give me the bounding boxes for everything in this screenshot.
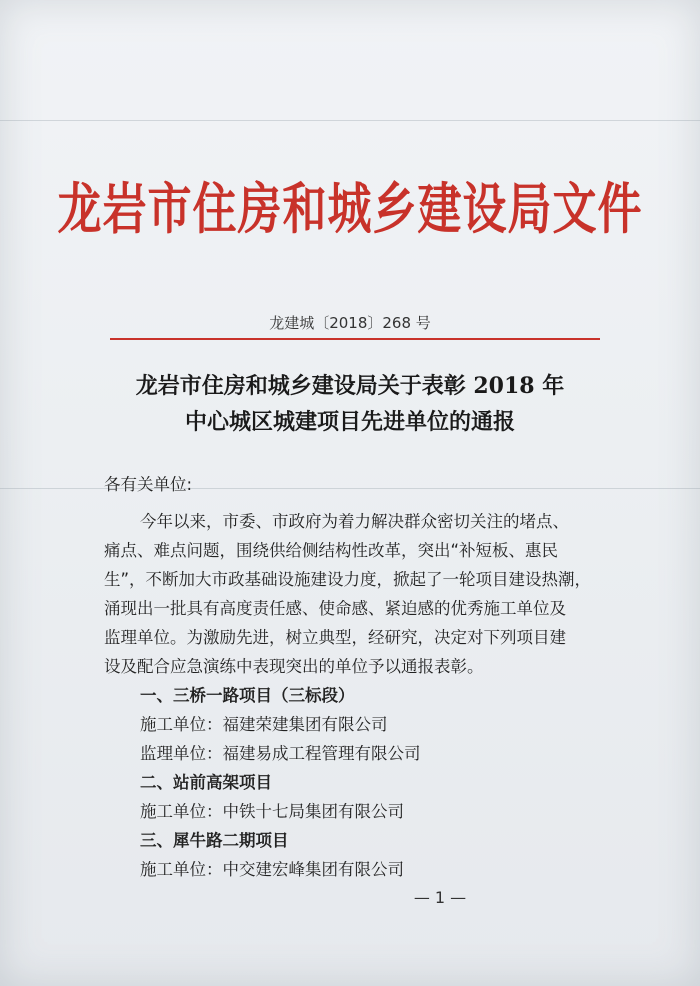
paragraph-line: 今年以来，市委、市政府为着力解决群众密切关注的堵点、 — [140, 512, 569, 531]
section-entry: 施工单位：中铁十七局集团有限公司 — [140, 802, 404, 821]
paragraph-line: 生”，不断加大市政基础设施建设力度，掀起了一轮项目建设热潮， — [104, 570, 592, 589]
section-heading: 一、三桥一路项目（三标段） — [140, 686, 355, 705]
paragraph-line: 监理单位。为激励先进，树立典型，经研究，决定对下列项目建 — [104, 628, 566, 647]
section-entry: 监理单位：福建易成工程管理有限公司 — [140, 744, 421, 763]
notice-title-line-2: 中心城区城建项目先进单位的通报 — [184, 409, 515, 435]
section-entry: 施工单位：中交建宏峰集团有限公司 — [140, 860, 404, 879]
document-number: 龙建城〔2018〕268 号 — [269, 314, 431, 332]
page-number: — 1 — — [413, 888, 467, 907]
paper-fold-line — [0, 120, 700, 121]
red-divider-line — [110, 338, 600, 340]
section-entry: 施工单位：福建荣建集团有限公司 — [140, 715, 388, 734]
section-heading: 二、站前高架项目 — [140, 773, 272, 792]
section-heading: 三、犀牛路二期项目 — [140, 831, 289, 850]
issuer-title: 龙岩市住房和城乡建设局文件 — [57, 177, 643, 242]
salutation: 各有关单位: — [104, 475, 193, 494]
paragraph-line: 痛点、难点问题，围绕供给侧结构性改革，突出“补短板、惠民 — [104, 541, 559, 560]
notice-title-line-1: 龙岩市住房和城乡建设局关于表彰 2018 年 — [135, 373, 565, 399]
paragraph-line: 涌现出一批具有高度责任感、使命感、紧迫感的优秀施工单位及 — [104, 599, 566, 618]
paragraph-line: 设及配合应急演练中表现突出的单位予以通报表彰。 — [104, 657, 484, 676]
